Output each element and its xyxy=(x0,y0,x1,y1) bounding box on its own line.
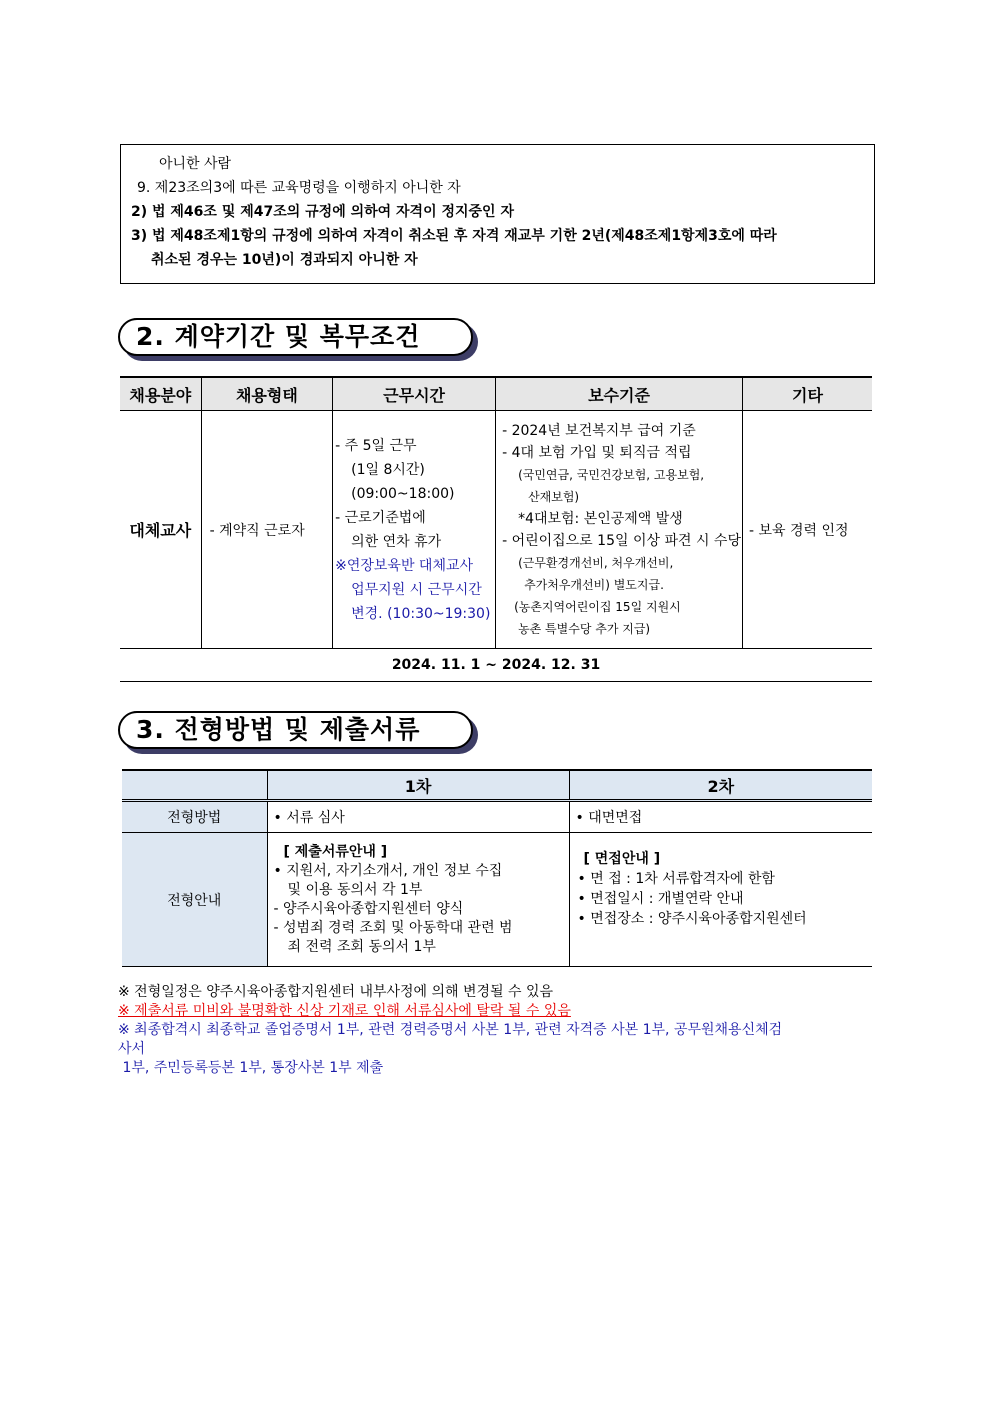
header-blank xyxy=(122,770,267,801)
header-type: 채용형태 xyxy=(201,377,333,411)
docs-line: - 양주시육아종합지원센터 양식 xyxy=(273,901,464,917)
header-round2: 2차 xyxy=(569,770,872,801)
pay-line: 산재보험) xyxy=(528,489,580,504)
pay-line: 농촌 특별수당 추가 지급) xyxy=(518,621,651,636)
type-cell: - 계약직 근로자 xyxy=(201,411,333,649)
interview-line: • 면접일시 : 개별연락 안내 xyxy=(577,891,744,907)
row-label-guide: 전형안내 xyxy=(122,833,267,967)
interview-title: [ 면접안내 ] xyxy=(583,851,661,867)
box-line: 취소된 경우는 10년)이 경과되지 아니한 자 xyxy=(151,252,418,268)
note-schedule: ※ 전형일정은 양주시육아종합지원센터 내부사정에 의해 변경될 수 있음 xyxy=(118,984,554,1000)
header-etc: 기타 xyxy=(742,377,872,411)
interview-cell xyxy=(569,833,872,967)
interview-line: • 면접장소 : 양주시육아종합지원센터 xyxy=(577,911,807,927)
field-cell: 대체교사 xyxy=(120,411,201,649)
note-warning: ※ 제출서류 미비와 불명확한 신상 기재로 인해 서류심사에 탈락 될 수 있음 xyxy=(118,1003,571,1019)
interview-line: • 면 접 : 1차 서류합격자에 한함 xyxy=(577,871,775,887)
section3-title: 3. 전형방법 및 제출서류 xyxy=(118,711,473,749)
docs-line: - 성범죄 경력 조회 및 아동학대 관련 범 xyxy=(273,920,513,936)
box-line: 3) 법 제48조제1항의 규정에 의하여 자격이 취소된 후 자격 재교부 기한 2년(제48조제1항제3호에 따라 xyxy=(131,228,777,244)
disqualification-box xyxy=(120,144,875,284)
selection-table xyxy=(122,769,872,967)
method-round1: • 서류 심사 xyxy=(267,801,569,833)
header-field: 채용분야 xyxy=(120,377,201,411)
header-pay: 보수기준 xyxy=(496,377,743,411)
method-round2: • 대면면접 xyxy=(569,801,872,833)
hours-line: (09:00~18:00) xyxy=(351,485,455,502)
pay-line: (근무환경개선비, 처우개선비, xyxy=(518,555,674,570)
row-label-method: 전형방법 xyxy=(122,801,267,833)
pay-line: *4대보험: 본인공제액 발생 xyxy=(518,510,683,527)
hours-line: - 근로기준법에 xyxy=(335,509,426,526)
docs-line: 죄 전력 조회 동의서 1부 xyxy=(287,939,436,955)
pay-line: 추가처우개선비) 별도지급. xyxy=(524,577,664,592)
hours-line: 변경. (10:30~19:30) xyxy=(351,605,491,622)
hours-cell xyxy=(333,411,496,649)
docs-line: • 지원서, 자기소개서, 개인 정보 수집 xyxy=(273,863,503,879)
pay-line: - 2024년 보건복지부 급여 기준 xyxy=(502,422,696,439)
hours-line: (1일 8시간) xyxy=(351,461,425,478)
note-final-docs-cont2: 1부, 주민등록등본 1부, 통장사본 1부 제출 xyxy=(118,1060,384,1076)
hours-line: ※연장보육반 대체교사 xyxy=(335,557,474,574)
pay-line: (국민연금, 국민건강보험, 고용보험, xyxy=(518,467,705,482)
docs-line: 및 이용 동의서 각 1부 xyxy=(287,882,423,898)
pay-line: (농촌지역어린이집 15일 지원시 xyxy=(514,599,681,614)
hours-line: - 주 5일 근무 xyxy=(335,437,417,454)
pay-line: - 어린이집으로 15일 이상 파견 시 수당 xyxy=(502,532,741,549)
header-hours: 근무시간 xyxy=(333,377,496,411)
docs-cell xyxy=(267,833,569,967)
etc-cell: - 보육 경력 인정 xyxy=(742,411,872,649)
hours-line: 업무지원 시 근무시간 xyxy=(351,581,482,598)
contract-period: 2024. 11. 1 ~ 2024. 12. 31 xyxy=(120,649,872,682)
header-round1: 1차 xyxy=(267,770,569,801)
contract-table xyxy=(120,376,872,682)
section2-title: 2. 계약기간 및 복무조건 xyxy=(118,318,473,356)
box-line: 9. 제23조의3에 따른 교육명령을 이행하지 아니한 자 xyxy=(137,180,461,196)
hours-line: 의한 연차 휴가 xyxy=(351,533,442,550)
box-line: 아니한 사람 xyxy=(159,156,232,172)
note-final-docs-cont: 사서 xyxy=(118,1041,146,1057)
pay-cell xyxy=(496,411,743,649)
box-line: 2) 법 제46조 및 제47조의 규정에 의하여 자격이 정지중인 자 xyxy=(131,204,514,220)
notes xyxy=(118,983,878,1078)
docs-title: [ 제출서류안내 ] xyxy=(283,844,388,860)
note-final-docs: ※ 최종합격시 최종학교 졸업증명서 1부, 관련 경력증명서 사본 1부, 관련 자격증 사본 1부, 공무원채용신체검 xyxy=(118,1022,783,1038)
pay-line: - 4대 보험 가입 및 퇴직금 적립 xyxy=(502,444,692,461)
